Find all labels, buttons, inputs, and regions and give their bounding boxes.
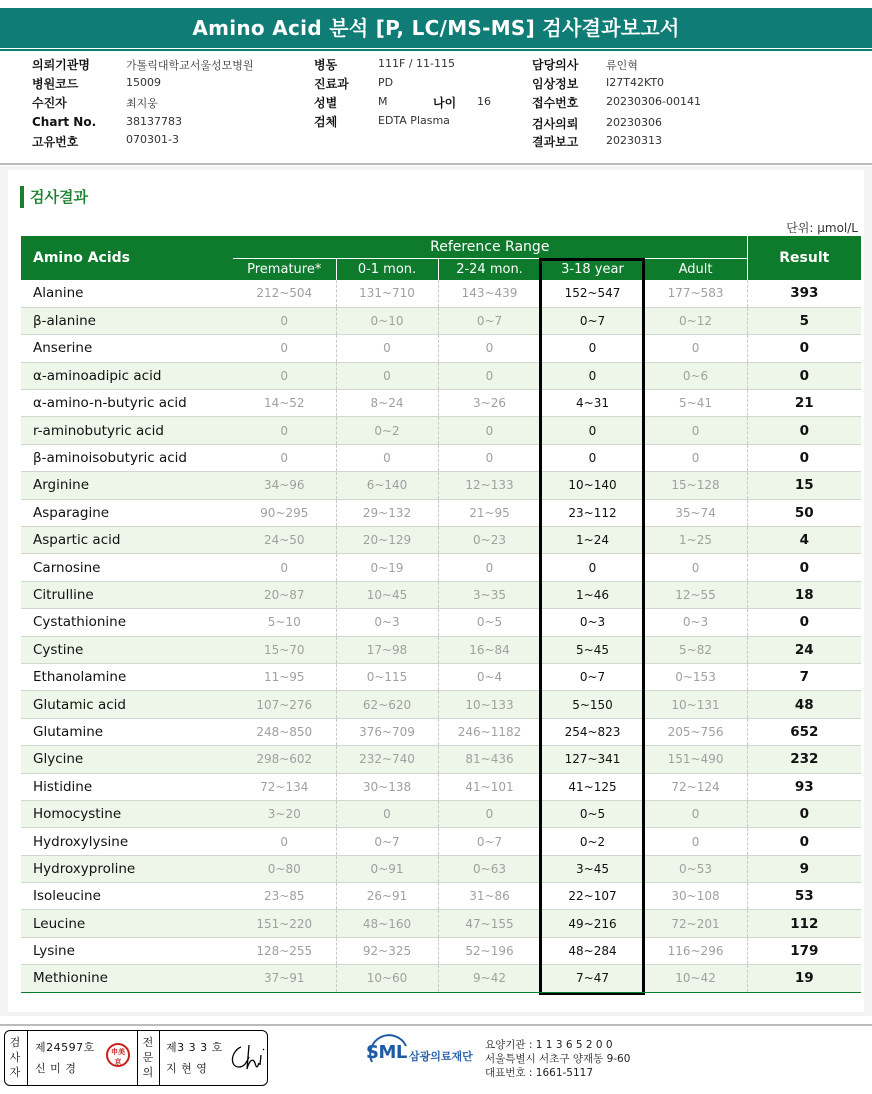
reference-range-cell: 10~45 <box>336 581 438 608</box>
header-result: Result <box>747 236 861 280</box>
reference-range-cell: 5~10 <box>233 609 336 636</box>
doctor-label: 담당의사 <box>532 58 579 72</box>
table-row <box>21 554 861 581</box>
amino-acid-name: Cystine <box>21 636 233 663</box>
reference-range-cell: 35~74 <box>644 499 747 526</box>
reference-range-cell: 3~45 <box>541 855 644 882</box>
table-row <box>21 280 861 307</box>
institution-value: 가톨릭대학교서울성모병원 <box>126 59 254 72</box>
amino-acid-name: Hydroxylysine <box>21 828 233 855</box>
reference-range-cell: 1~25 <box>644 527 747 554</box>
table-row <box>21 472 861 499</box>
table-row <box>21 691 861 718</box>
result-value: 53 <box>747 883 861 910</box>
sex-value: M <box>378 95 388 108</box>
reference-range-cell: 9~42 <box>438 965 541 992</box>
report-title: Amino Acid 분석 [P, LC/MS-MS] 검사결과보고서 <box>0 8 872 48</box>
table-row <box>21 499 861 526</box>
reference-range-cell: 232~740 <box>336 746 438 773</box>
reference-range-cell: 0~6 <box>644 362 747 389</box>
clinical-info-value: I27T42KT0 <box>606 76 665 89</box>
amino-acid-results-table <box>21 236 861 993</box>
header-premature: Premature* <box>233 258 336 280</box>
result-value: 393 <box>747 280 861 307</box>
reference-range-cell: 0~3 <box>541 609 644 636</box>
reference-range-cell: 23~112 <box>541 499 644 526</box>
reference-range-cell: 12~133 <box>438 472 541 499</box>
reference-range-cell: 5~45 <box>541 636 644 663</box>
reference-range-cell: 254~823 <box>541 718 644 745</box>
amino-acid-name: Arginine <box>21 472 233 499</box>
amino-acid-name: Glycine <box>21 746 233 773</box>
reference-range-cell: 26~91 <box>336 883 438 910</box>
reference-range-cell: 0 <box>233 828 336 855</box>
reference-range-cell: 31~86 <box>438 883 541 910</box>
specialist-license-no: 제3 3 3 호 <box>166 1041 223 1054</box>
reference-range-cell: 0~80 <box>233 855 336 882</box>
amino-acid-name: Anserine <box>21 335 233 362</box>
clinical-info-label: 임상정보 <box>532 77 579 91</box>
table-row <box>21 636 861 663</box>
reference-range-cell: 72~201 <box>644 910 747 937</box>
amino-acid-name: Methionine <box>21 965 233 992</box>
reference-range-cell: 49~216 <box>541 910 644 937</box>
result-value: 48 <box>747 691 861 718</box>
result-value: 232 <box>747 746 861 773</box>
table-row <box>21 663 861 690</box>
reference-range-cell: 0~3 <box>644 609 747 636</box>
amino-acid-name: α-amino-n-butyric acid <box>21 390 233 417</box>
table-row <box>21 362 861 389</box>
amino-acid-name: Histidine <box>21 773 233 800</box>
amino-acid-name: Glutamine <box>21 718 233 745</box>
reference-range-cell: 0~7 <box>541 307 644 334</box>
reference-range-cell: 47~155 <box>438 910 541 937</box>
patient-value: 최지웅 <box>126 97 158 110</box>
request-date-value: 20230306 <box>606 116 662 129</box>
amino-acid-name: Ethanolamine <box>21 663 233 690</box>
reference-range-cell: 0 <box>336 800 438 827</box>
tester-license-no: 제24597호 <box>35 1041 95 1054</box>
specialist-signature <box>227 1041 267 1075</box>
header-3-18-year: 3-18 year <box>541 258 644 280</box>
reference-range-cell: 14~52 <box>233 390 336 417</box>
reference-range-cell: 72~124 <box>644 773 747 800</box>
unique-no-label: 고유번호 <box>32 135 79 149</box>
amino-acid-name: Leucine <box>21 910 233 937</box>
table-row <box>21 773 861 800</box>
reference-range-cell: 24~50 <box>233 527 336 554</box>
table-row <box>21 417 861 444</box>
sex-label: 성별 <box>314 96 338 110</box>
reference-range-cell: 0 <box>644 335 747 362</box>
ward-label: 병동 <box>314 58 338 72</box>
foundation-name: 삼광의료재단 <box>409 1050 473 1063</box>
reference-range-cell: 81~436 <box>438 746 541 773</box>
result-value: 652 <box>747 718 861 745</box>
header-amino-acids: Amino Acids <box>21 236 233 280</box>
patient-label: 수진자 <box>32 96 67 110</box>
reference-range-cell: 1~46 <box>541 581 644 608</box>
signature-box <box>4 1030 268 1086</box>
chart-no-value: 38137783 <box>126 115 182 128</box>
reference-range-cell: 8~24 <box>336 390 438 417</box>
patient-info <box>0 56 872 164</box>
reference-range-cell: 0 <box>644 828 747 855</box>
reference-range-cell: 0~2 <box>541 828 644 855</box>
specialist-name: 지 현 영 <box>166 1062 208 1075</box>
reference-range-cell: 5~150 <box>541 691 644 718</box>
reference-range-cell: 7~47 <box>541 965 644 992</box>
sig-divider <box>159 1031 160 1085</box>
result-value: 112 <box>747 910 861 937</box>
result-value: 18 <box>747 581 861 608</box>
reference-range-cell: 12~55 <box>644 581 747 608</box>
amino-acid-name: β-alanine <box>21 307 233 334</box>
reference-range-cell: 5~82 <box>644 636 747 663</box>
reference-range-cell: 0~115 <box>336 663 438 690</box>
reference-range-cell: 151~490 <box>644 746 747 773</box>
reference-range-cell: 0 <box>438 800 541 827</box>
reference-range-cell: 11~95 <box>233 663 336 690</box>
reference-range-cell: 0 <box>233 362 336 389</box>
unique-no-value: 070301-3 <box>126 133 179 146</box>
reference-range-cell: 0~63 <box>438 855 541 882</box>
reference-range-cell: 212~504 <box>233 280 336 307</box>
header-reference-range: Reference Range <box>233 236 747 258</box>
reference-range-cell: 48~160 <box>336 910 438 937</box>
result-value: 0 <box>747 800 861 827</box>
reference-range-cell: 0 <box>438 417 541 444</box>
header-2-24-mon: 2-24 mon. <box>438 258 541 280</box>
age-label: 나이 <box>433 96 457 110</box>
result-value: 0 <box>747 554 861 581</box>
sig-divider <box>137 1031 138 1085</box>
result-value: 179 <box>747 937 861 964</box>
reference-range-cell: 62~620 <box>336 691 438 718</box>
reference-range-cell: 0~7 <box>541 663 644 690</box>
reference-range-cell: 0~2 <box>336 417 438 444</box>
table-bottom-rule <box>21 992 861 993</box>
section-title: 검사결과 <box>20 186 88 208</box>
reference-range-cell: 0 <box>541 335 644 362</box>
sig-divider <box>27 1031 28 1085</box>
reference-range-cell: 0~53 <box>644 855 747 882</box>
reference-range-cell: 246~1182 <box>438 718 541 745</box>
reference-range-cell: 23~85 <box>233 883 336 910</box>
reference-range-cell: 0~4 <box>438 663 541 690</box>
reference-range-cell: 0 <box>541 444 644 471</box>
reference-range-cell: 10~131 <box>644 691 747 718</box>
chart-no-label: Chart No. <box>32 115 97 129</box>
report-date-value: 20230313 <box>606 134 662 147</box>
table-row <box>21 965 861 992</box>
table-row <box>21 307 861 334</box>
reference-range-cell: 298~602 <box>233 746 336 773</box>
reference-range-cell: 0~91 <box>336 855 438 882</box>
reference-range-cell: 52~196 <box>438 937 541 964</box>
reference-range-cell: 0~12 <box>644 307 747 334</box>
reference-range-cell: 10~133 <box>438 691 541 718</box>
reference-range-cell: 131~710 <box>336 280 438 307</box>
result-value: 50 <box>747 499 861 526</box>
reference-range-cell: 0 <box>336 335 438 362</box>
reference-range-cell: 5~41 <box>644 390 747 417</box>
amino-acid-name: Carnosine <box>21 554 233 581</box>
reference-range-cell: 0 <box>541 362 644 389</box>
table-row <box>21 910 861 937</box>
reference-range-cell: 0 <box>336 362 438 389</box>
lab-address <box>485 1038 630 1080</box>
reference-range-cell: 0~19 <box>336 554 438 581</box>
amino-acid-name: Asparagine <box>21 499 233 526</box>
reference-range-cell: 72~134 <box>233 773 336 800</box>
reference-range-cell: 0~153 <box>644 663 747 690</box>
reference-range-cell: 0 <box>644 800 747 827</box>
amino-acid-name: Homocystine <box>21 800 233 827</box>
specialist-label-char: 문 <box>142 1051 154 1064</box>
doctor-value: 류인혁 <box>606 59 638 72</box>
reference-range-cell: 0 <box>438 362 541 389</box>
specimen-label: 검체 <box>314 115 338 129</box>
reference-range-cell: 92~325 <box>336 937 438 964</box>
reference-range-cell: 0~23 <box>438 527 541 554</box>
table-row <box>21 746 861 773</box>
reference-range-cell: 41~101 <box>438 773 541 800</box>
reference-range-cell: 21~95 <box>438 499 541 526</box>
reference-range-cell: 10~140 <box>541 472 644 499</box>
reference-range-cell: 15~128 <box>644 472 747 499</box>
specialist-label-char: 의 <box>142 1066 154 1079</box>
address: 서울특별시 서초구 양재동 9-60 <box>485 1053 631 1065</box>
result-value: 0 <box>747 335 861 362</box>
reference-range-cell: 34~96 <box>233 472 336 499</box>
care-institution-no: 요양기관 : 1 1 3 6 5 2 0 0 <box>485 1039 613 1051</box>
specialist-label <box>141 1035 155 1080</box>
amino-acid-name: β-aminoisobutyric acid <box>21 444 233 471</box>
reference-range-cell: 143~439 <box>438 280 541 307</box>
reference-range-cell: 48~284 <box>541 937 644 964</box>
table-row <box>21 883 861 910</box>
reference-range-cell: 0~10 <box>336 307 438 334</box>
table-row <box>21 390 861 417</box>
reference-range-cell: 0 <box>438 335 541 362</box>
hospital-code-value: 15009 <box>126 76 161 89</box>
reference-range-cell: 107~276 <box>233 691 336 718</box>
reference-range-cell: 10~42 <box>644 965 747 992</box>
reference-range-cell: 0 <box>438 444 541 471</box>
ward-value: 111F / 11-115 <box>378 57 455 70</box>
reference-range-cell: 248~850 <box>233 718 336 745</box>
reference-range-cell: 205~756 <box>644 718 747 745</box>
age-value: 16 <box>477 95 491 108</box>
amino-acid-name: Alanine <box>21 280 233 307</box>
reference-range-cell: 0~7 <box>438 307 541 334</box>
reference-range-cell: 0 <box>541 417 644 444</box>
tester-label-char: 검 <box>9 1036 21 1049</box>
specimen-value: EDTA Plasma <box>378 114 450 127</box>
reference-range-cell: 3~26 <box>438 390 541 417</box>
reference-range-cell: 90~295 <box>233 499 336 526</box>
reference-range-cell: 0~7 <box>336 828 438 855</box>
result-value: 24 <box>747 636 861 663</box>
header-0-1-mon: 0-1 mon. <box>336 258 438 280</box>
table-row <box>21 937 861 964</box>
result-value: 15 <box>747 472 861 499</box>
reference-range-cell: 41~125 <box>541 773 644 800</box>
amino-acid-name: Glutamic acid <box>21 691 233 718</box>
table-row <box>21 718 861 745</box>
reference-range-cell: 20~129 <box>336 527 438 554</box>
receipt-no-value: 20230306-00141 <box>606 95 701 108</box>
reference-range-cell: 0~5 <box>438 609 541 636</box>
amino-acid-name: α-aminoadipic acid <box>21 362 233 389</box>
result-value: 0 <box>747 444 861 471</box>
reference-range-cell: 30~108 <box>644 883 747 910</box>
seal-text: 申美京 <box>111 1048 125 1066</box>
reference-range-cell: 0~5 <box>541 800 644 827</box>
reference-range-cell: 37~91 <box>233 965 336 992</box>
table-row <box>21 581 861 608</box>
reference-range-cell: 16~84 <box>438 636 541 663</box>
table-row <box>21 444 861 471</box>
reference-range-cell: 3~20 <box>233 800 336 827</box>
reference-range-cell: 6~140 <box>336 472 438 499</box>
request-date-label: 검사의뢰 <box>532 117 579 131</box>
receipt-no-label: 접수번호 <box>532 96 579 110</box>
reference-range-cell: 0 <box>233 444 336 471</box>
amino-acid-name: Isoleucine <box>21 883 233 910</box>
reference-range-cell: 17~98 <box>336 636 438 663</box>
tester-label-char: 사 <box>9 1051 21 1064</box>
table-row <box>21 800 861 827</box>
reference-range-cell: 127~341 <box>541 746 644 773</box>
reference-range-cell: 0 <box>233 417 336 444</box>
result-value: 0 <box>747 362 861 389</box>
amino-acid-name: Aspartic acid <box>21 527 233 554</box>
info-divider <box>0 163 872 165</box>
reference-range-cell: 3~35 <box>438 581 541 608</box>
footer-divider <box>0 1024 872 1026</box>
reference-range-cell: 15~70 <box>233 636 336 663</box>
reference-range-cell: 0~3 <box>336 609 438 636</box>
amino-acid-name: Citrulline <box>21 581 233 608</box>
reference-range-cell: 0~7 <box>438 828 541 855</box>
dept-label: 진료과 <box>314 77 349 91</box>
tester-label <box>8 1035 22 1080</box>
amino-acid-name: Cystathionine <box>21 609 233 636</box>
tester-seal <box>106 1043 130 1067</box>
result-value: 9 <box>747 855 861 882</box>
phone-number: 대표번호 : 1661-5117 <box>485 1067 594 1079</box>
reference-range-cell: 20~87 <box>233 581 336 608</box>
table-row <box>21 855 861 882</box>
reference-range-cell: 4~31 <box>541 390 644 417</box>
amino-acid-name: r-aminobutyric acid <box>21 417 233 444</box>
result-value: 7 <box>747 663 861 690</box>
reference-range-cell: 128~255 <box>233 937 336 964</box>
institution-label: 의뢰기관명 <box>32 58 90 72</box>
reference-range-cell: 376~709 <box>336 718 438 745</box>
result-value: 0 <box>747 417 861 444</box>
reference-range-cell: 29~132 <box>336 499 438 526</box>
reference-range-cell: 0 <box>644 444 747 471</box>
reference-range-cell: 0 <box>644 554 747 581</box>
reference-range-cell: 0 <box>438 554 541 581</box>
reference-range-cell: 151~220 <box>233 910 336 937</box>
report-date-label: 결과보고 <box>532 135 579 149</box>
sml-logo-text: SML <box>366 1042 407 1063</box>
reference-range-cell: 0 <box>541 554 644 581</box>
results-body <box>21 280 861 992</box>
result-value: 5 <box>747 307 861 334</box>
result-value: 21 <box>747 390 861 417</box>
reference-range-cell: 116~296 <box>644 937 747 964</box>
reference-range-cell: 0 <box>336 444 438 471</box>
table-row <box>21 609 861 636</box>
reference-range-cell: 0 <box>644 417 747 444</box>
hospital-code-label: 병원코드 <box>32 77 79 91</box>
result-value: 4 <box>747 527 861 554</box>
result-value: 0 <box>747 828 861 855</box>
reference-range-cell: 0 <box>233 335 336 362</box>
unit-label: 단위: μmol/L <box>786 221 858 235</box>
reference-range-cell: 22~107 <box>541 883 644 910</box>
reference-range-cell: 10~60 <box>336 965 438 992</box>
result-value: 0 <box>747 609 861 636</box>
dept-value: PD <box>378 76 394 89</box>
specialist-label-char: 전 <box>142 1036 154 1049</box>
reference-range-cell: 0 <box>233 307 336 334</box>
table-row <box>21 527 861 554</box>
header-adult: Adult <box>644 258 747 280</box>
reference-range-cell: 30~138 <box>336 773 438 800</box>
amino-acid-name: Hydroxyproline <box>21 855 233 882</box>
table-row <box>21 828 861 855</box>
tester-name: 신 미 경 <box>35 1062 77 1075</box>
table-row <box>21 335 861 362</box>
reference-range-cell: 1~24 <box>541 527 644 554</box>
reference-range-cell: 152~547 <box>541 280 644 307</box>
reference-range-cell: 0 <box>233 554 336 581</box>
tester-label-char: 자 <box>9 1066 21 1079</box>
amino-acid-name: Lysine <box>21 937 233 964</box>
result-value: 19 <box>747 965 861 992</box>
reference-range-cell: 177~583 <box>644 280 747 307</box>
result-value: 93 <box>747 773 861 800</box>
